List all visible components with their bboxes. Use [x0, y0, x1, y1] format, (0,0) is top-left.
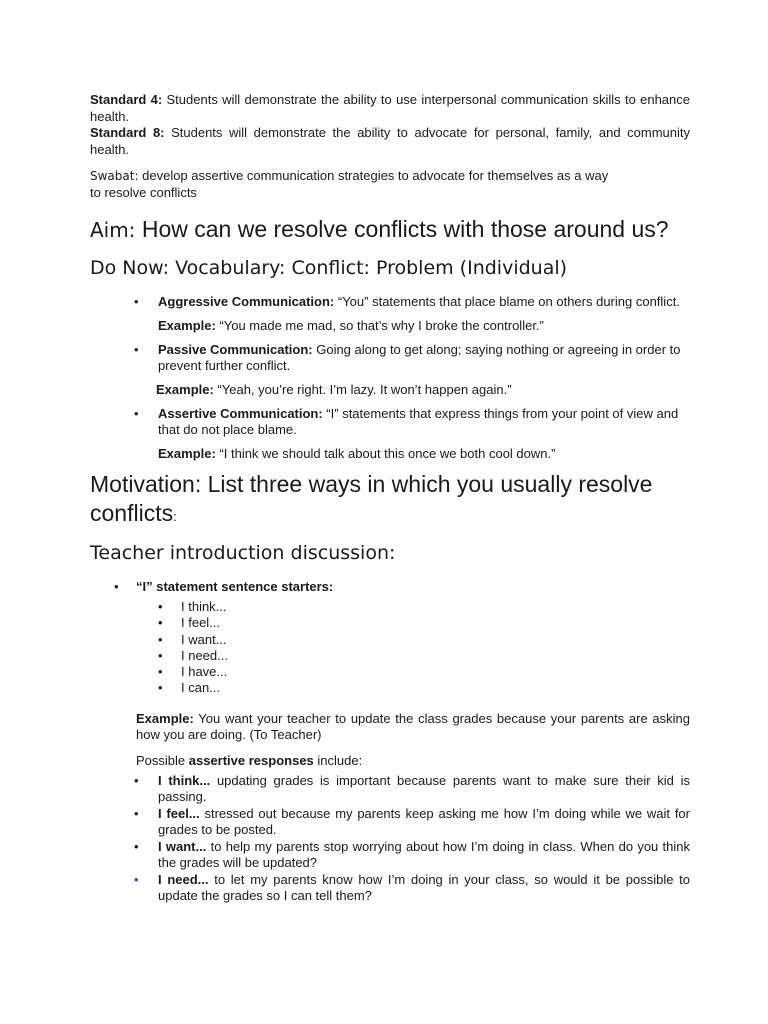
aim-question: How can we resolve conflicts with those around us? [135, 216, 669, 242]
possible-bold: assertive responses [188, 752, 314, 768]
bullet-icon: • [158, 647, 163, 663]
starter-text: I have... [181, 664, 228, 680]
list-item [136, 664, 690, 680]
vocab-example [158, 446, 690, 462]
vocab-item-passive [90, 342, 690, 398]
example-text: You want your teacher to update the class grades because your parents are asking how you are doing. (To Teacher) [136, 710, 690, 742]
possible-suffix: include: [313, 752, 363, 768]
standard-4 [90, 92, 690, 125]
vocab-item-assertive [90, 406, 690, 462]
bullet-icon: • [158, 615, 163, 631]
standard-8-text: Students will demonstrate the ability to advocate for personal, family, and community health. [90, 125, 690, 157]
starter-text: I need... [181, 647, 228, 663]
vocab-term: Passive Communication: [158, 342, 313, 357]
bullet-icon: • [134, 342, 139, 357]
starters-label: “I” statement sentence starters [136, 579, 329, 594]
example-label: Example: [158, 318, 216, 333]
swabat-objective [90, 168, 690, 201]
motivation-line1: Motivation: List three ways in which you usually resolve [90, 471, 653, 497]
bullet-icon: • [134, 294, 139, 309]
response-text: updating grades is important because parents want to make sure their kid is passing. [158, 772, 690, 805]
aim-label: Aim: [90, 218, 136, 242]
response-lead: I think... [158, 772, 211, 788]
list-item [136, 599, 690, 615]
list-item [90, 773, 690, 806]
do-now-heading: Do Now: Vocabulary: Conflict: Problem (Individual) [90, 257, 568, 279]
motivation-line2: conflicts [90, 500, 174, 526]
list-item [136, 680, 690, 696]
list-item [90, 872, 690, 905]
teacher-intro-heading: Teacher introduction discussion: [90, 542, 396, 564]
standard-8 [90, 125, 690, 158]
motivation-heading [90, 470, 690, 531]
document-page [90, 92, 690, 905]
bullet-icon: • [134, 406, 139, 421]
vocab-definition: “I” statements that express things from your point of view and that do not place blame. [158, 406, 679, 437]
bullet-icon: • [158, 599, 163, 614]
starters-list [90, 599, 690, 697]
response-text: to let my parents know how I’m doing in your class, so would it be possible to update the grades so I can tell them? [158, 871, 690, 904]
example-label: Example: [136, 710, 194, 726]
teacher-example [90, 711, 690, 743]
list-item [136, 648, 690, 664]
example-text: “You made me mad, so that’s why I broke the controller.” [215, 318, 544, 333]
responses-list [90, 773, 690, 905]
bullet-icon: • [158, 680, 163, 696]
response-lead: I feel... [158, 805, 200, 821]
bullet-icon: • [114, 579, 119, 594]
list-item [90, 806, 690, 839]
possible-responses-intro [90, 753, 690, 769]
vocab-item-aggressive [90, 294, 690, 334]
starter-text: I want... [181, 631, 227, 647]
response-text: to help my parents stop worrying about how I’m doing in class. When do you think the grades will be updated? [158, 838, 690, 871]
starter-text: I can... [181, 680, 221, 696]
example-text: “Yeah, you’re right. I’m lazy. It won’t happen again.” [213, 382, 512, 397]
blue-bullet-icon: • [134, 871, 139, 887]
motivation-colon: : [173, 509, 177, 524]
vocab-term: Aggressive Communication: [158, 294, 335, 309]
vocab-definition: Going along to get along; saying nothing or agreeing in order to prevent further conflict. [158, 342, 681, 373]
standard-4-text: Students will demonstrate the ability to use interpersonal communication skills to enhance health. [90, 92, 690, 124]
swabat-line2: to resolve conflicts [90, 184, 197, 200]
bullet-icon: • [158, 664, 163, 680]
possible-prefix: Possible [136, 752, 189, 768]
example-label: Example: [158, 446, 216, 461]
vocab-example [158, 318, 690, 334]
vocab-definition: “You” statements that place blame on others during conflict. [334, 294, 680, 309]
list-item [136, 615, 690, 631]
bullet-icon: • [134, 772, 139, 788]
list-item [136, 632, 690, 648]
list-item [90, 839, 690, 872]
aim-heading [90, 215, 690, 244]
swabat-label: Swabat: [90, 169, 139, 183]
bullet-icon: • [158, 631, 163, 647]
starters-colon: : [328, 579, 334, 594]
standard-8-label: Standard 8: [90, 125, 165, 140]
vocabulary-list [90, 294, 690, 462]
response-text: stressed out because my parents keep asking me how I’m doing while we wait for grades to be posted. [158, 805, 690, 838]
swabat-line1: develop assertive communication strategies to advocate for themselves as a way [138, 168, 609, 183]
response-lead: I want... [158, 838, 207, 854]
standard-4-label: Standard 4: [90, 92, 163, 107]
response-lead: I need... [158, 871, 209, 887]
bullet-icon: • [134, 805, 139, 821]
starter-text: I think... [181, 599, 227, 614]
vocab-example [156, 382, 690, 398]
sentence-starters [90, 579, 690, 595]
example-label: Example: [156, 382, 214, 397]
example-text: “I think we should talk about this once we both cool down.” [215, 446, 556, 461]
bullet-icon: • [134, 838, 139, 854]
vocab-term: Assertive Communication: [158, 406, 323, 421]
starter-text: I feel... [181, 615, 221, 631]
